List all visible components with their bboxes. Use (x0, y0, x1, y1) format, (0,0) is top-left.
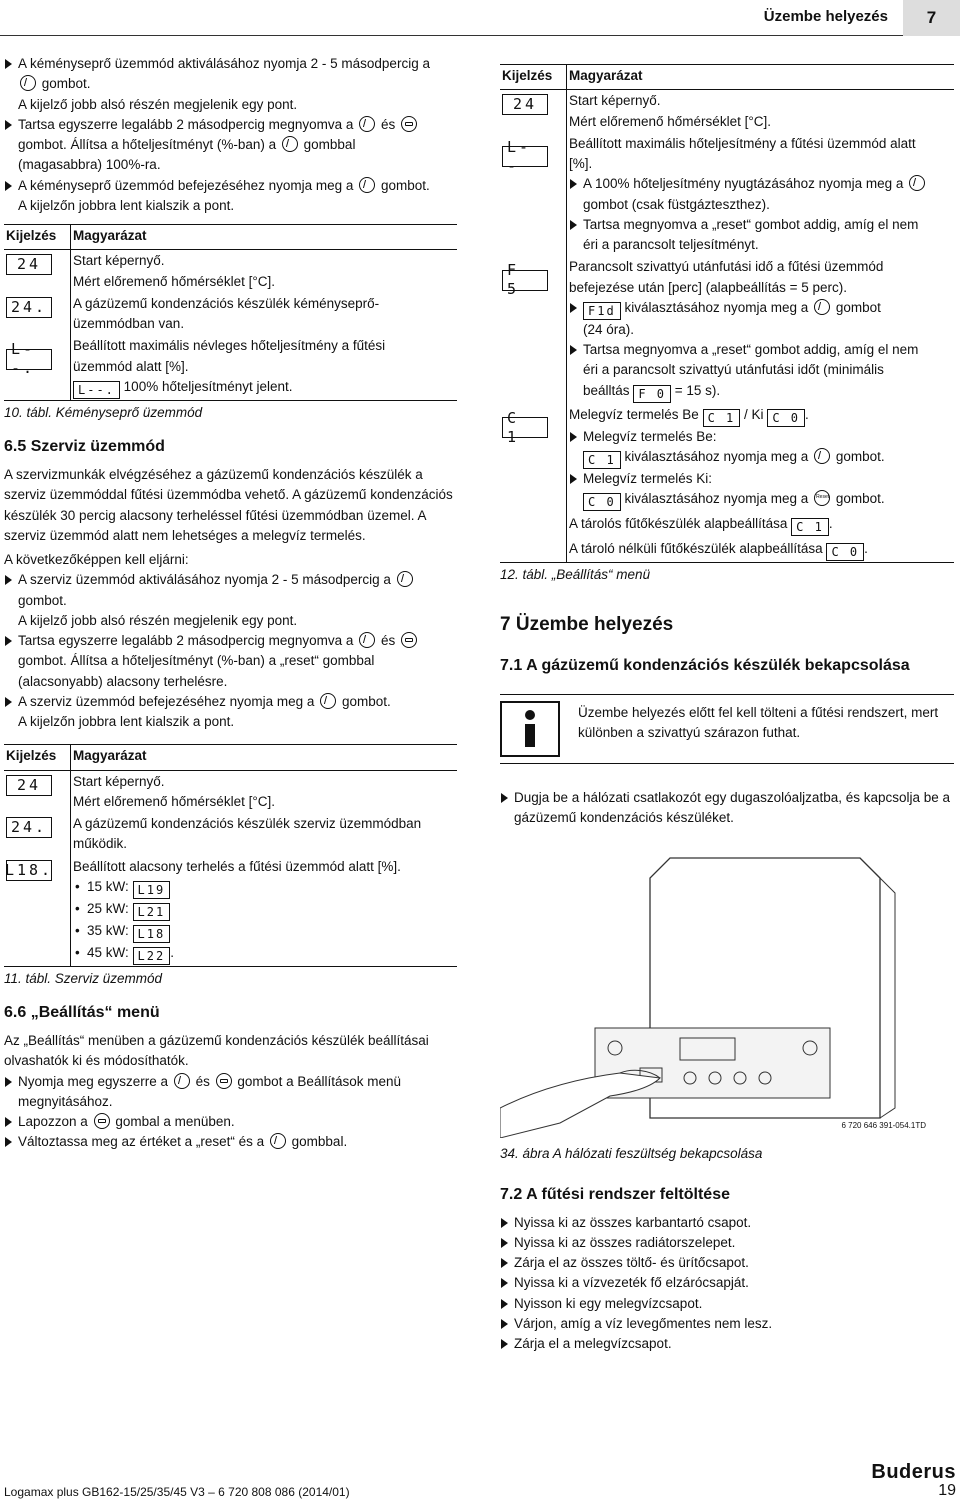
chimney-sweep-button-icon (174, 1073, 190, 1089)
bullet-service-end: A szerviz üzemmód befejezéséhez nyomja meg a gombot. A kijelzőn jobbra lent kialszik a pont. (4, 692, 457, 733)
list-item: • 25 kW: L21 (73, 899, 455, 921)
list-item: Nyissa ki az összes radiátorszelepet. (500, 1233, 954, 1253)
list-item: Nyissa ki az összes karbantartó csapot. (500, 1213, 954, 1233)
bullet-service-activate: A szerviz üzemmód aktiválásához nyomja 2 - 5 másodpercig a gombot. A kijelző jobb alsó részén megjelenik egy pont. (4, 570, 457, 631)
lcd-display: F 0 (633, 385, 671, 403)
lcd-display: L22 (133, 947, 171, 965)
table-row: 24 Start képernyő. Mért előremenő hőmérséklet [°C]. (4, 770, 457, 813)
list-item: Zárja el az összes töltő- és ürítőcsapot. (500, 1253, 954, 1273)
lcd-display: C 0 (826, 543, 864, 561)
chimney-sweep-button-icon (814, 299, 830, 315)
bullet-menu-open: Nyomja meg egyszerre a és gombot a Beállítások menü megnyitásához. (4, 1072, 457, 1113)
list-item: • 35 kW: L18 (73, 921, 455, 943)
header-chapter-number: 7 (903, 0, 960, 36)
table-row: C 1 Melegvíz termelés Be C 1 / Ki C 0 . Melegvíz termelés Be: C 1 kiválasztásához nyomja meg a gombot. Melegvíz termelés Ki: C 0 kiválasztásához nyomja meg a Reset gombot. A tárolós fűtőkészülék alapbeállítása C 1 . A tároló nélküli fűtőkészülék alapbeállítása C 0 . (500, 404, 954, 563)
page-header (0, 0, 960, 36)
table-row: F 5 Parancsolt szivattyú utánfutási idő a fűtési üzemmód befejezése után [perc] (alapbeállítás = 5 perc). F1d kiválasztásához nyomja meg a gombot (24 óra). Tartsa megnyomva a „reset“ gombot addig, amíg el nem éri a parancsolt szivattyú utánfutási időt (minimális beálltás F 0 = 15 s). (500, 256, 954, 403)
list-item: Melegvíz termelés Be: C 1 kiválasztásához nyomja meg a gombot. (569, 427, 952, 469)
chapter-heading: 7 Üzembe helyezés (500, 614, 674, 636)
chimney-sweep-button-icon (20, 75, 36, 91)
footer-doc-id: Logamax plus GB162-15/25/35/45 V3 – 6 720 808 086 (2014/01) (4, 1485, 350, 1499)
bullet-sweep-end: A kéményseprő üzemmód befejezéséhez nyomja meg a gombot. A kijelzőn jobbra lent kialszik a pont. (4, 176, 457, 217)
lcd-display: L18 (133, 925, 171, 943)
table-header-display: Kijelzés (500, 65, 567, 90)
table-caption: 11. tábl. Szerviz üzemmód (4, 970, 163, 986)
bullet-sweep-hold: Tartsa egyszerre legalább 2 másodpercig megnyomva a és gombot. Állítsa a hőteljesítményt (%-ban) a gombbal (magasabbra) 100%-ra. (4, 115, 457, 176)
section-heading: 7.1 A gázüzemű kondenzációs készülék bekapcsolása (500, 656, 910, 674)
list-item: Nyissa ki a vízvezeték fő elzárócsapját. (500, 1273, 954, 1293)
monitor-button-icon (94, 1113, 110, 1129)
lcd-display: C 1 (703, 409, 741, 427)
paragraph: A szervizmunkák elvégzéséhez a gázüzemű kondenzációs készülék a szerviz üzemmóddal fűtési üzemmódba vehető. A gázüzemű kondenzációs készülék 30 percig alacsony terheléssel fűtési üzemmódban üzemel. A szerviz üzemmód alatt nem lehetséges a melegvíz termelés. (4, 467, 453, 543)
list-item: • 45 kW: L22 . (73, 943, 455, 965)
chimney-sweep-button-icon (320, 693, 336, 709)
table-11 (4, 744, 457, 967)
info-icon (500, 701, 560, 757)
lcd-display: L19 (133, 881, 171, 899)
lcd-display: C 0 (767, 409, 805, 427)
table-row: 24 Start képernyő. Mért előremenő hőmérséklet [°C]. (4, 250, 457, 293)
table-header-display: Kijelzés (4, 745, 71, 770)
bullet-menu-change: Változtassa meg az értéket a „reset“ és a gombbal. (4, 1132, 457, 1152)
list-item: Zárja el a melegvízcsapot. (500, 1334, 954, 1354)
paragraph: Az „Beállítás“ menüben a gázüzemű kondenzációs készülék beállításai olvashatók ki és módosíthatók. (4, 1033, 429, 1069)
lcd-display: C 1 (583, 451, 621, 469)
lcd-display: 24 (502, 94, 548, 115)
bullet-sweep-activate: A kéményseprő üzemmód aktiválásához nyomja 2 - 5 másodpercig a gombot. A kijelző jobb alsó részén megjelenik egy pont. (4, 54, 457, 115)
info-text: Üzembe helyezés előtt fel kell tölteni a fűtési rendszert, mert különben a szivattyú szárazon futhat. (578, 704, 939, 740)
table-header-explanation: Magyarázat (71, 745, 458, 770)
list-item: Tartsa megnyomva a „reset“ gombot addig, amíg el nem éri a parancsolt szivattyú utánfutási időt (minimális beálltás F 0 = 15 s). (569, 340, 952, 403)
fill-steps-list (500, 1213, 954, 1355)
brand-logo: Buderus (871, 1461, 956, 1483)
monitor-button-icon (216, 1073, 232, 1089)
figure-reference: 6 720 646 391-054.1TD (841, 1121, 926, 1131)
header-section-title: Üzembe helyezés (763, 8, 888, 25)
section-heading: 6.5 Szerviz üzemmód (4, 438, 165, 455)
left-column (4, 54, 457, 1153)
bullet-service-hold: Tartsa egyszerre legalább 2 másodpercig megnyomva a és gombot. Állítsa a hőteljesítményt (%-ban) a „reset“ gombbal (alacsonyabb) alacsony terhelésre. (4, 631, 457, 692)
list-item: Várjon, amíg a víz levegőmentes nem lesz. (500, 1314, 954, 1334)
lcd-display: 24. (6, 817, 52, 838)
lcd-display: L18. (4, 860, 54, 879)
list-item: A 100% hőteljesítmény nyugtázásához nyomja meg a gombot (csak füstgázteszthez). (569, 174, 952, 215)
table-row: 24. A gázüzemű kondenzációs készülék szerviz üzemmódban működik. (4, 813, 457, 856)
chimney-sweep-button-icon (282, 136, 298, 152)
table-row: 24. A gázüzemű kondenzációs készülék kéményseprő- üzemmódban van. (4, 293, 457, 336)
table-row: L18. Beállított alacsony terhelés a fűtési üzemmód alatt [%]. • 15 kW: L19 • 25 kW: L21 • 35 kW: L18 • 45 kW: L22 . (4, 856, 457, 967)
header-rule (0, 35, 903, 36)
lcd-display: C 1 (502, 417, 548, 438)
list-item: • 15 kW: L19 (73, 877, 455, 899)
footer-page-number: 19 (938, 1482, 956, 1499)
table-row: L--. Beállított maximális névleges hőteljesítmény a fűtési üzemmód alatt [%]. L--. 100% hőteljesítményt jelent. (4, 335, 457, 400)
table-caption: 12. tábl. „Beállítás“ menü (500, 567, 651, 582)
right-column (500, 64, 954, 1354)
chimney-sweep-button-icon (359, 116, 375, 132)
figure-caption: 34. ábra A hálózati feszültség bekapcsolása (500, 1146, 763, 1162)
lcd-display: 24 (6, 775, 52, 796)
lcd-display: C 1 (791, 518, 829, 536)
table-header-display: Kijelzés (4, 225, 71, 250)
lcd-display: C 0 (583, 493, 621, 511)
table-header-explanation: Magyarázat (567, 65, 955, 90)
lcd-display: F1d (583, 302, 621, 320)
bullet-plug-in: Dugja be a hálózati csatlakozót egy dugaszolóaljzatba, és kapcsolja be a gázüzemű kondenzációs készüléket. (500, 788, 954, 829)
bullet-menu-scroll: Lapozzon a gombal a menüben. (4, 1112, 457, 1132)
chimney-sweep-button-icon (397, 571, 413, 587)
figure-power-on (500, 838, 954, 1138)
chimney-sweep-button-icon (814, 448, 830, 464)
list-item: Melegvíz termelés Ki: C 0 kiválasztásához nyomja meg a Reset gombot. (569, 469, 952, 511)
section-heading: 7.2 A fűtési rendszer feltöltése (500, 1185, 730, 1203)
chimney-sweep-button-icon (270, 1133, 286, 1149)
lcd-display: L--. (73, 381, 120, 399)
list-item: Tartsa megnyomva a „reset“ gombot addig, amíg el nem éri a parancsolt teljesítményt. (569, 215, 952, 256)
reset-button-icon (814, 490, 830, 506)
chimney-sweep-button-icon (359, 632, 375, 648)
lcd-display: 24 (6, 254, 52, 275)
table-10 (4, 224, 457, 401)
lcd-display: L--. (6, 349, 52, 370)
paragraph: A következőképpen kell eljárni: (4, 552, 189, 567)
chimney-sweep-button-icon (359, 177, 375, 193)
table-row: 24 Start képernyő. Mért előremenő hőmérséklet [°C]. (500, 90, 954, 133)
info-box (500, 694, 954, 764)
lcd-display: 24. (6, 297, 52, 318)
boiler-illustration (500, 838, 954, 1138)
section-heading: 6.6 „Beállítás“ menü (4, 1004, 160, 1021)
lcd-display: L21 (133, 903, 171, 921)
list-item: F1d kiválasztásához nyomja meg a gombot (24 óra). (569, 298, 952, 340)
chimney-sweep-button-icon (909, 175, 925, 191)
table-caption: 10. tábl. Kéményseprő üzemmód (4, 404, 203, 420)
lcd-display: F 5 (502, 270, 548, 291)
table-row: L-- Beállított maximális hőteljesítmény a fűtési üzemmód alatt [%]. A 100% hőteljesítmény nyugtázásához nyomja meg a gombot (csak füstgázteszthez). Tartsa megnyomva a „reset“ gombot addig, amíg el nem éri a parancsolt teljesítményt. (500, 133, 954, 257)
lcd-display: L-- (502, 146, 548, 167)
list-item: Nyisson ki egy melegvízcsapot. (500, 1294, 954, 1314)
monitor-button-icon (401, 632, 417, 648)
table-12 (500, 64, 954, 563)
monitor-button-icon (401, 116, 417, 132)
table-header-explanation: Magyarázat (71, 225, 458, 250)
